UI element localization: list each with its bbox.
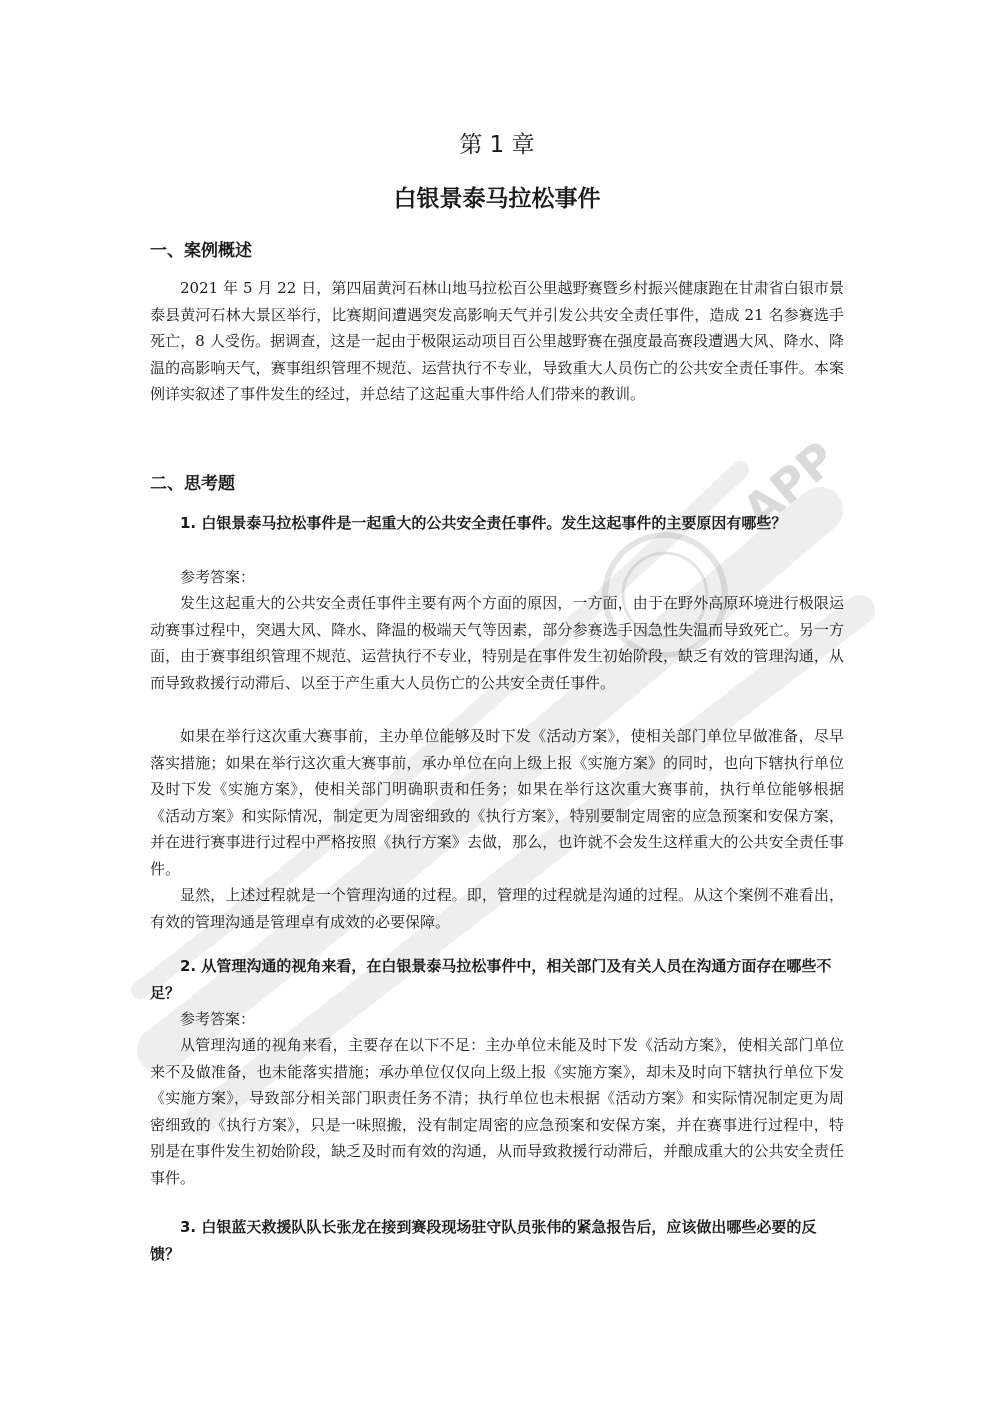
question-3: 3. 白银蓝天救援队队长张龙在接到赛段现场驻守队员张伟的紧急报告后，应该做出哪些必要的反馈？ [150, 1218, 817, 1263]
answer-paragraph: 显然，上述过程就是一个管理沟通的过程。即，管理的过程就是沟通的过程。从这个案例不难看出，有效的管理沟通是管理卓有成效的必要保障。 [150, 886, 844, 931]
section-heading-overview: 一、案例概述 [150, 241, 252, 261]
question-2: 2. 从管理沟通的视角来看，在白银景泰马拉松事件中，相关部门及有关人员在沟通方面存在哪些不足？ [150, 957, 832, 1002]
overview-paragraph: 2021 年 5 月 22 日，第四届黄河石林山地马拉松百公里越野赛暨乡村振兴健康跑在甘肃省白银市景泰县黄河石林大景区举行，比赛期间遭遇突发高影响天气并引发公共安全责任事件，造成 21 名参赛选手死亡，8 人受伤。据调查，这是一起由于极限运动项目百公里越野赛在强度最高赛段遭遇大风、降水、降温的高影响天气，赛事组织管理不规范、运营执行不专业，导致重大人员伤亡的公共安全责任事件。本案例详实叙述了事件发生的经过，并总结了这起重大事件给人们带来的教训。 [150, 279, 844, 403]
reference-answer-label: 参考答案： [180, 568, 256, 586]
section-heading-questions: 二、思考题 [150, 474, 235, 494]
answer-paragraph: 如果在举行这次重大赛事前，主办单位能够及时下发《活动方案》，使相关部门单位早做准备，尽早落实措施；如果在举行这次重大赛事前，承办单位在向上级上报《实施方案》的同时，也向下辖执行单位及时下发《实施方案》，使相关部门明确职责和任务；如果在举行这次重大赛事前，执行单位能够根据《活动方案》和实际情况，制定更为周密细致的《执行方案》，特别要制定周密的应急预案和安保方案，并在进行赛事进行过程中严格按照《执行方案》去做，那么，也许就不会发生这样重大的公共安全责任事件。 [150, 727, 844, 878]
answer-paragraph: 从管理沟通的视角来看，主要存在以下不足：主办单位未能及时下发《活动方案》，使相关部门单位来不及做准备，也未能落实措施；承办单位仅仅向上级上报《实施方案》，却未及时向下辖执行单位下发《实施方案》，导致部分相关部门职责任务不清；执行单位也未根据《活动方案》和实际情况制定更为周密细致的《执行方案》，只是一味照搬，没有制定周密的应急预案和安保方案，并在赛事进行过程中，特别是在事件发生初始阶段，缺乏及时而有效的沟通，从而导致救援行动滞后，并酿成重大的公共安全责任事件。 [150, 1036, 844, 1187]
chapter-title: 白银景泰马拉松事件 [393, 186, 601, 212]
question-1: 1. 白银景泰马拉松事件是一起重大的公共安全责任事件。发生这起事件的主要原因有哪些？ [180, 514, 787, 532]
chapter-number: 第 1 章 [459, 132, 535, 158]
watermark-text: APP [732, 430, 846, 539]
reference-answer-label: 参考答案： [180, 1010, 256, 1028]
answer-paragraph: 发生这起重大的公共安全责任事件主要有两个方面的原因，一方面，由于在野外高原环境进行极限运动赛事过程中，突遇大风、降水、降温的极端天气等因素，部分参赛选手因急性失温而导致死亡。另一方面，由于赛事组织管理不规范、运营执行不专业，特别是在事件发生初始阶段，缺乏有效的管理沟通，从而导致救援行动滞后、以至于产生重大人员伤亡的公共安全责任事件。 [150, 594, 844, 692]
